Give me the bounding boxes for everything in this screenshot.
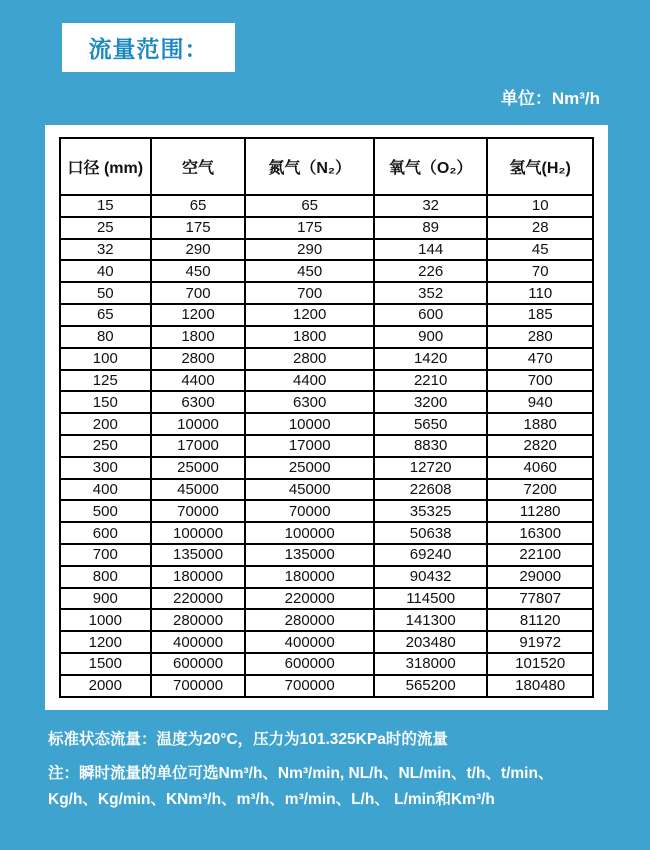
- table-cell: 700: [151, 282, 246, 304]
- table-row: [60, 653, 593, 675]
- table-cell: 2000: [60, 675, 151, 697]
- table-cell: 1200: [60, 631, 151, 653]
- table-cell: 70: [487, 260, 593, 282]
- table-cell: 89: [374, 217, 488, 239]
- table-cell: 45000: [151, 479, 246, 501]
- table-cell: 600: [374, 304, 488, 326]
- table-row: [60, 500, 593, 522]
- unit-note-line-2: Kg/h、Kg/min、KNm³/h、m³/h、m³/min、L/h、 L/min和Km³/h: [48, 791, 495, 808]
- table-row: [60, 544, 593, 566]
- table-cell: 144: [374, 239, 488, 261]
- table-cell: 220000: [151, 588, 246, 610]
- table-cell: 100: [60, 348, 151, 370]
- column-header-hydrogen: 氢气(H₂): [487, 138, 593, 195]
- column-header-air: 空气: [151, 138, 246, 195]
- table-cell: 70000: [245, 500, 373, 522]
- table-cell: 114500: [374, 588, 488, 610]
- table-cell: 25000: [151, 457, 246, 479]
- table-cell: 700000: [151, 675, 246, 697]
- table-row: [60, 609, 593, 631]
- table-cell: 470: [487, 348, 593, 370]
- flow-table-panel: [45, 125, 608, 710]
- table-cell: 6300: [151, 391, 246, 413]
- table-cell: 280: [487, 326, 593, 348]
- table-cell: 90432: [374, 566, 488, 588]
- unit-note-line-1: 注：瞬时流量的单位可选Nm³/h、Nm³/min, NL/h、NL/min、t/h、t/min、: [48, 765, 554, 782]
- table-row: [60, 566, 593, 588]
- column-header-nitrogen: 氮气（N₂）: [245, 138, 373, 195]
- table-cell: 180000: [151, 566, 246, 588]
- table-cell: 400000: [151, 631, 246, 653]
- table-cell: 4400: [151, 370, 246, 392]
- table-cell: 65: [151, 195, 246, 217]
- table-cell: 11280: [487, 500, 593, 522]
- table-cell: 1000: [60, 609, 151, 631]
- table-cell: 318000: [374, 653, 488, 675]
- table-cell: 600000: [245, 653, 373, 675]
- table-row: [60, 435, 593, 457]
- table-cell: 352: [374, 282, 488, 304]
- table-cell: 1800: [245, 326, 373, 348]
- table-row: [60, 239, 593, 261]
- table-cell: 110: [487, 282, 593, 304]
- table-cell: 15: [60, 195, 151, 217]
- table-cell: 65: [245, 195, 373, 217]
- table-cell: 91972: [487, 631, 593, 653]
- page-title: 流量范围：: [88, 36, 209, 62]
- table-cell: 80: [60, 326, 151, 348]
- table-cell: 10000: [245, 413, 373, 435]
- table-cell: 1200: [245, 304, 373, 326]
- table-cell: 400: [60, 479, 151, 501]
- flow-table-header: [60, 138, 593, 195]
- table-cell: 40: [60, 260, 151, 282]
- table-cell: 226: [374, 260, 488, 282]
- table-cell: 565200: [374, 675, 488, 697]
- table-cell: 175: [151, 217, 246, 239]
- table-row: [60, 391, 593, 413]
- table-cell: 25000: [245, 457, 373, 479]
- table-cell: 10000: [151, 413, 246, 435]
- table-row: [60, 675, 593, 697]
- table-cell: 450: [245, 260, 373, 282]
- table-cell: 600000: [151, 653, 246, 675]
- table-cell: 2210: [374, 370, 488, 392]
- table-cell: 50638: [374, 522, 488, 544]
- table-row: [60, 479, 593, 501]
- table-cell: 65: [60, 304, 151, 326]
- table-row: [60, 304, 593, 326]
- table-cell: 450: [151, 260, 246, 282]
- table-cell: 180480: [487, 675, 593, 697]
- table-cell: 45000: [245, 479, 373, 501]
- table-row: [60, 588, 593, 610]
- table-cell: 17000: [245, 435, 373, 457]
- table-cell: 1800: [151, 326, 246, 348]
- table-row: [60, 282, 593, 304]
- table-cell: 12720: [374, 457, 488, 479]
- table-cell: 25: [60, 217, 151, 239]
- table-row: [60, 260, 593, 282]
- table-cell: 220000: [245, 588, 373, 610]
- table-cell: 50: [60, 282, 151, 304]
- table-cell: 4400: [245, 370, 373, 392]
- table-cell: 10: [487, 195, 593, 217]
- table-cell: 32: [374, 195, 488, 217]
- table-cell: 280000: [151, 609, 246, 631]
- table-cell: 4060: [487, 457, 593, 479]
- table-cell: 180000: [245, 566, 373, 588]
- table-cell: 1880: [487, 413, 593, 435]
- table-cell: 900: [60, 588, 151, 610]
- flow-table-body: [60, 195, 593, 697]
- table-cell: 45: [487, 239, 593, 261]
- table-cell: 700000: [245, 675, 373, 697]
- table-cell: 16300: [487, 522, 593, 544]
- table-cell: 200: [60, 413, 151, 435]
- table-cell: 100000: [245, 522, 373, 544]
- table-cell: 1200: [151, 304, 246, 326]
- table-cell: 2820: [487, 435, 593, 457]
- table-cell: 28: [487, 217, 593, 239]
- table-row: [60, 370, 593, 392]
- table-cell: 185: [487, 304, 593, 326]
- table-cell: 125: [60, 370, 151, 392]
- table-cell: 7200: [487, 479, 593, 501]
- table-cell: 8830: [374, 435, 488, 457]
- table-cell: 100000: [151, 522, 246, 544]
- table-cell: 3200: [374, 391, 488, 413]
- table-cell: 22100: [487, 544, 593, 566]
- table-cell: 1500: [60, 653, 151, 675]
- table-cell: 700: [487, 370, 593, 392]
- table-cell: 600: [60, 522, 151, 544]
- table-row: [60, 217, 593, 239]
- table-cell: 500: [60, 500, 151, 522]
- table-row: [60, 326, 593, 348]
- table-cell: 290: [151, 239, 246, 261]
- table-cell: 175: [245, 217, 373, 239]
- table-cell: 700: [245, 282, 373, 304]
- table-cell: 22608: [374, 479, 488, 501]
- table-cell: 29000: [487, 566, 593, 588]
- table-cell: 77807: [487, 588, 593, 610]
- header-row: [60, 138, 593, 195]
- table-cell: 150: [60, 391, 151, 413]
- table-cell: 400000: [245, 631, 373, 653]
- table-cell: 203480: [374, 631, 488, 653]
- table-cell: 250: [60, 435, 151, 457]
- unit-label: 单位：Nm³/h: [500, 89, 600, 108]
- table-cell: 700: [60, 544, 151, 566]
- table-cell: 35325: [374, 500, 488, 522]
- table-cell: 135000: [151, 544, 246, 566]
- table-cell: 70000: [151, 500, 246, 522]
- table-cell: 2800: [151, 348, 246, 370]
- table-row: [60, 195, 593, 217]
- table-cell: 5650: [374, 413, 488, 435]
- table-cell: 280000: [245, 609, 373, 631]
- column-header-oxygen: 氧气（O₂）: [374, 138, 488, 195]
- table-cell: 1420: [374, 348, 488, 370]
- table-cell: 135000: [245, 544, 373, 566]
- flow-table: [59, 137, 594, 698]
- table-row: [60, 413, 593, 435]
- table-row: [60, 457, 593, 479]
- table-cell: 32: [60, 239, 151, 261]
- table-cell: 6300: [245, 391, 373, 413]
- standard-condition-note: 标准状态流量：温度为20°C，压力为101.325KPa时的流量: [48, 731, 448, 748]
- table-cell: 940: [487, 391, 593, 413]
- table-cell: 290: [245, 239, 373, 261]
- table-cell: 101520: [487, 653, 593, 675]
- column-header-diameter: 口径 (mm): [60, 138, 151, 195]
- table-cell: 81120: [487, 609, 593, 631]
- table-row: [60, 631, 593, 653]
- table-row: [60, 522, 593, 544]
- table-cell: 2800: [245, 348, 373, 370]
- table-cell: 141300: [374, 609, 488, 631]
- table-cell: 900: [374, 326, 488, 348]
- table-cell: 17000: [151, 435, 246, 457]
- footnotes: [48, 727, 613, 813]
- table-cell: 69240: [374, 544, 488, 566]
- table-row: [60, 348, 593, 370]
- table-cell: 800: [60, 566, 151, 588]
- table-cell: 300: [60, 457, 151, 479]
- title-box: [62, 23, 235, 72]
